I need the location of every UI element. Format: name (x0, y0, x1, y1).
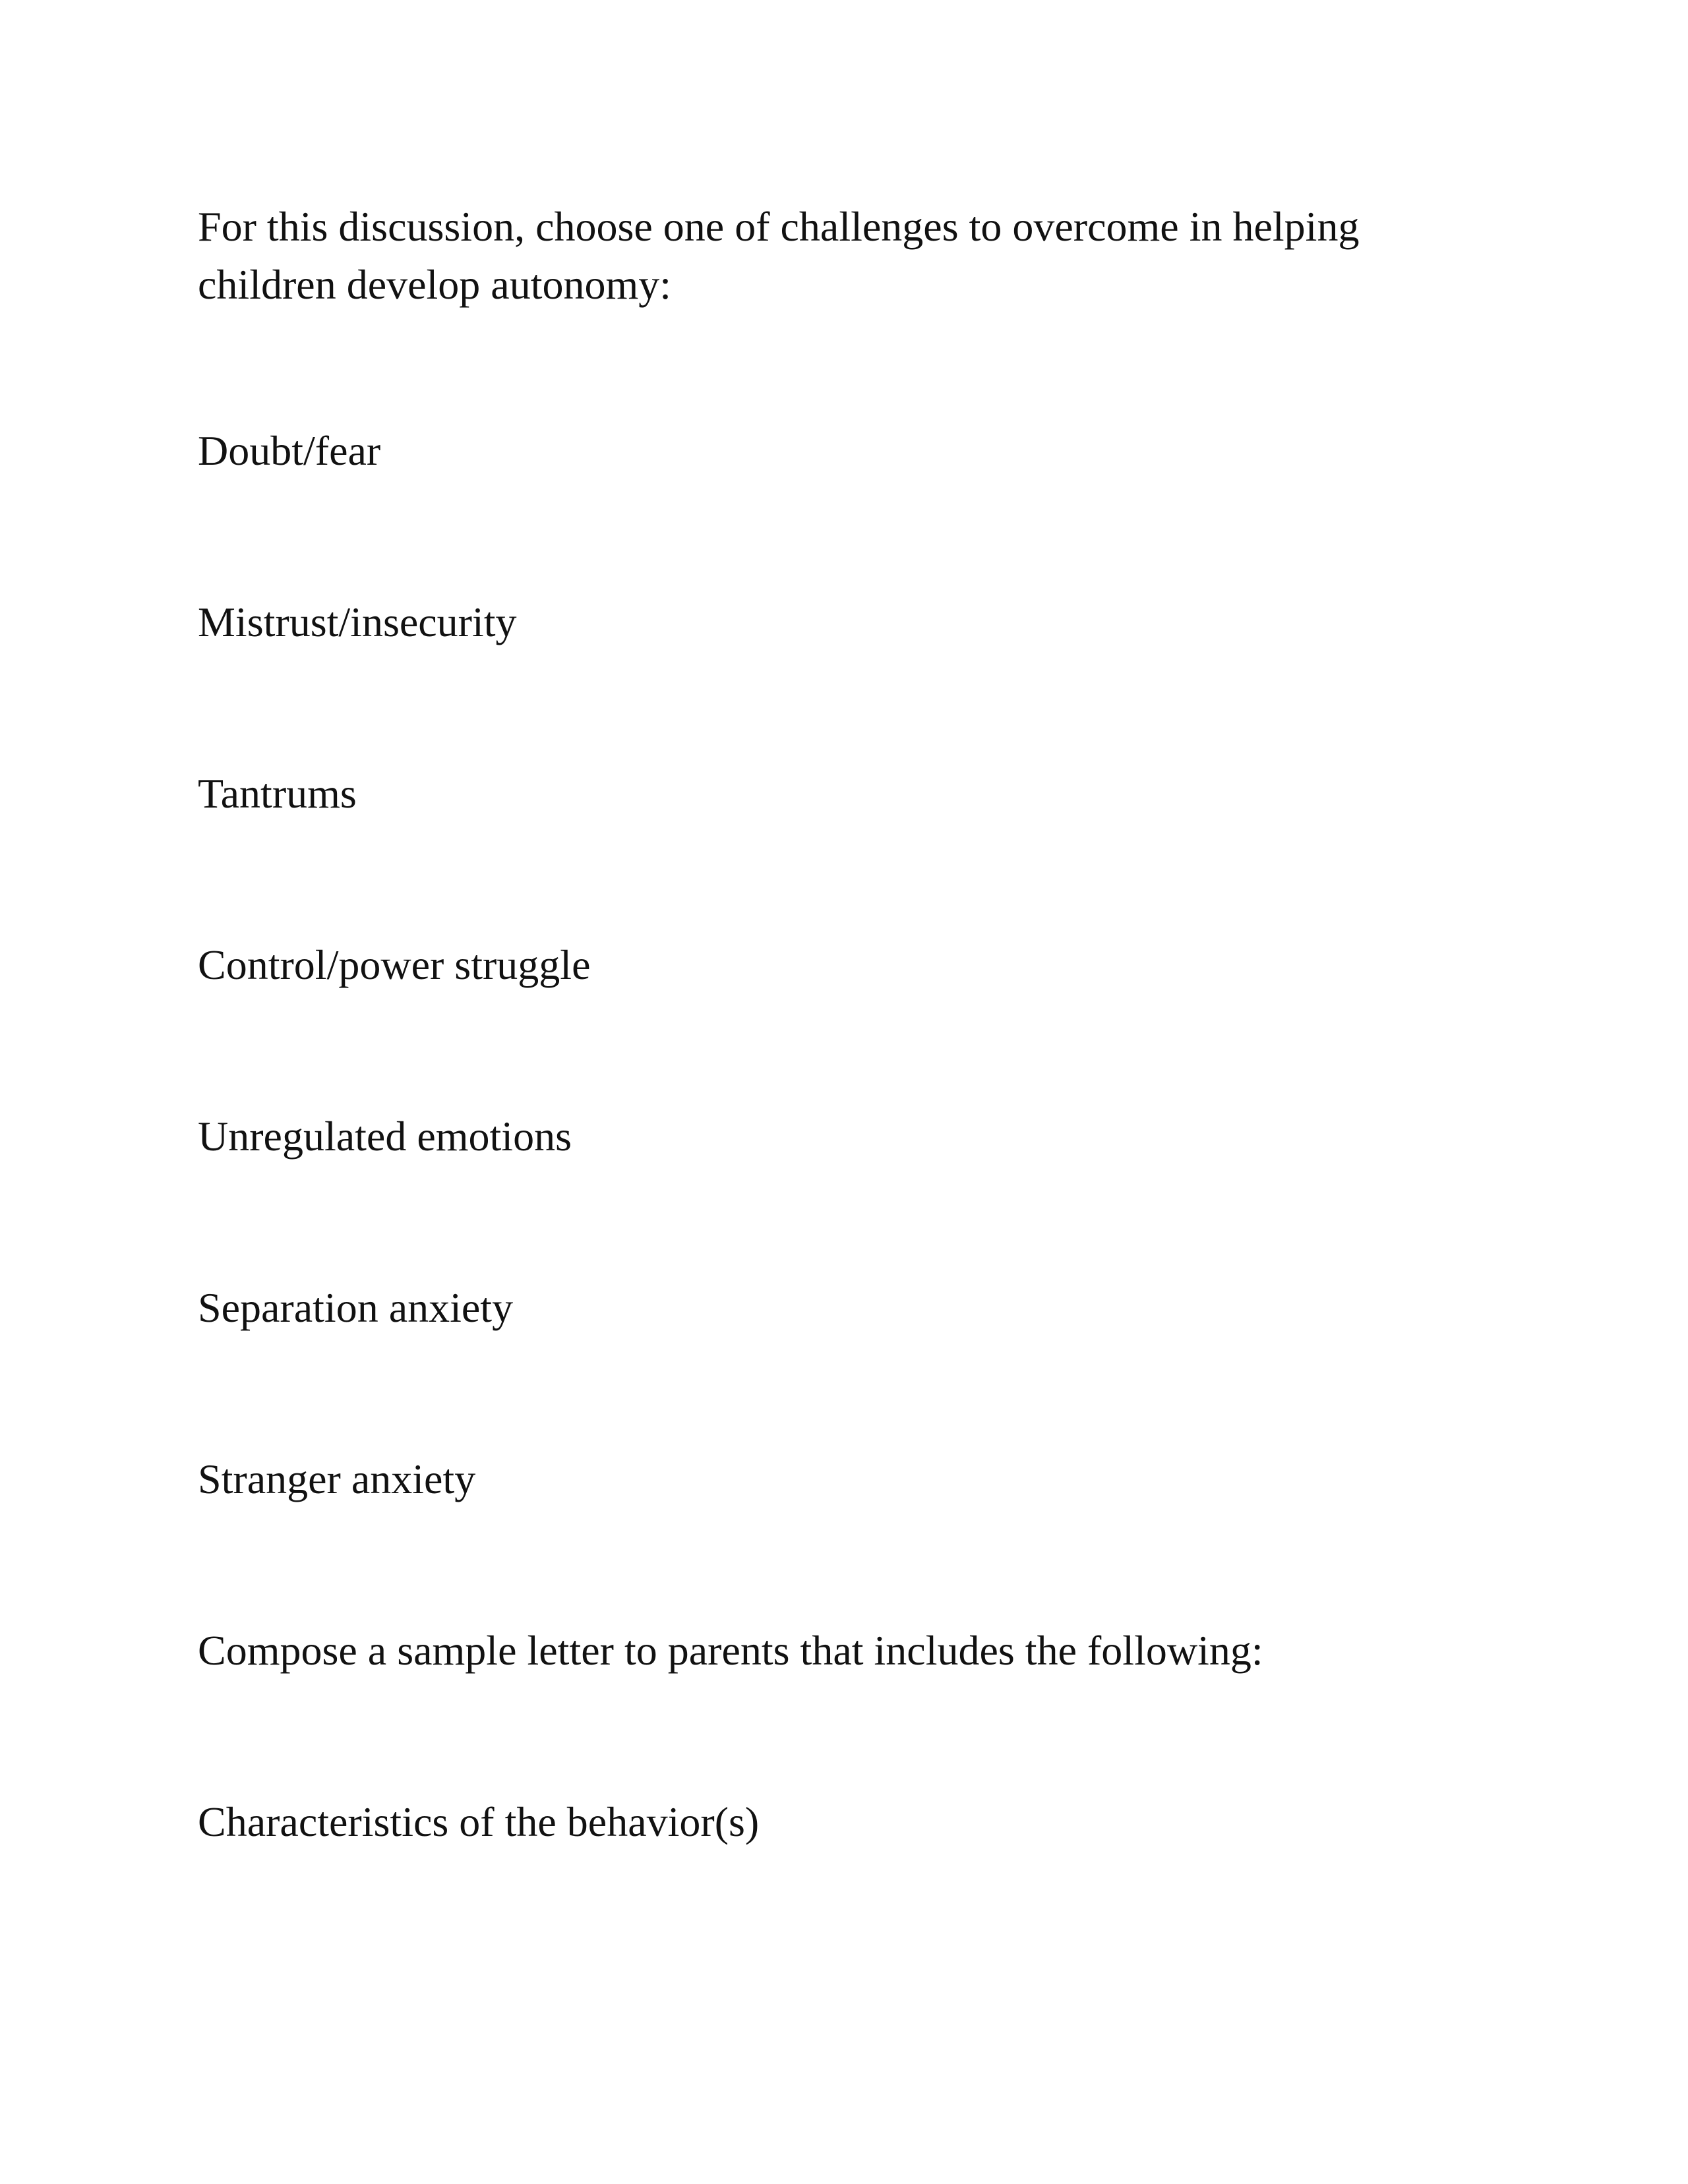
intro-line-2: children develop autonomy: (198, 261, 672, 308)
challenge-tantrums: Tantrums (198, 770, 357, 817)
challenge-stranger-anxiety: Stranger anxiety (198, 1456, 476, 1502)
intro-paragraph (198, 198, 1359, 314)
challenge-mistrust-insecurity: Mistrust/insecurity (198, 599, 517, 645)
challenge-doubt-fear: Doubt/fear (198, 427, 381, 474)
compose-letter-prompt: Compose a sample letter to parents that includes the following: (198, 1627, 1263, 1674)
letter-item-characteristics: Characteristics of the behavior(s) (198, 1798, 760, 1845)
challenge-unregulated-emotions: Unregulated emotions (198, 1113, 572, 1160)
intro-line-1: For this discussion, choose one of challenges to overcome in helping (198, 203, 1360, 250)
challenge-separation-anxiety: Separation anxiety (198, 1284, 514, 1331)
challenge-control-power-struggle: Control/power struggle (198, 941, 591, 988)
